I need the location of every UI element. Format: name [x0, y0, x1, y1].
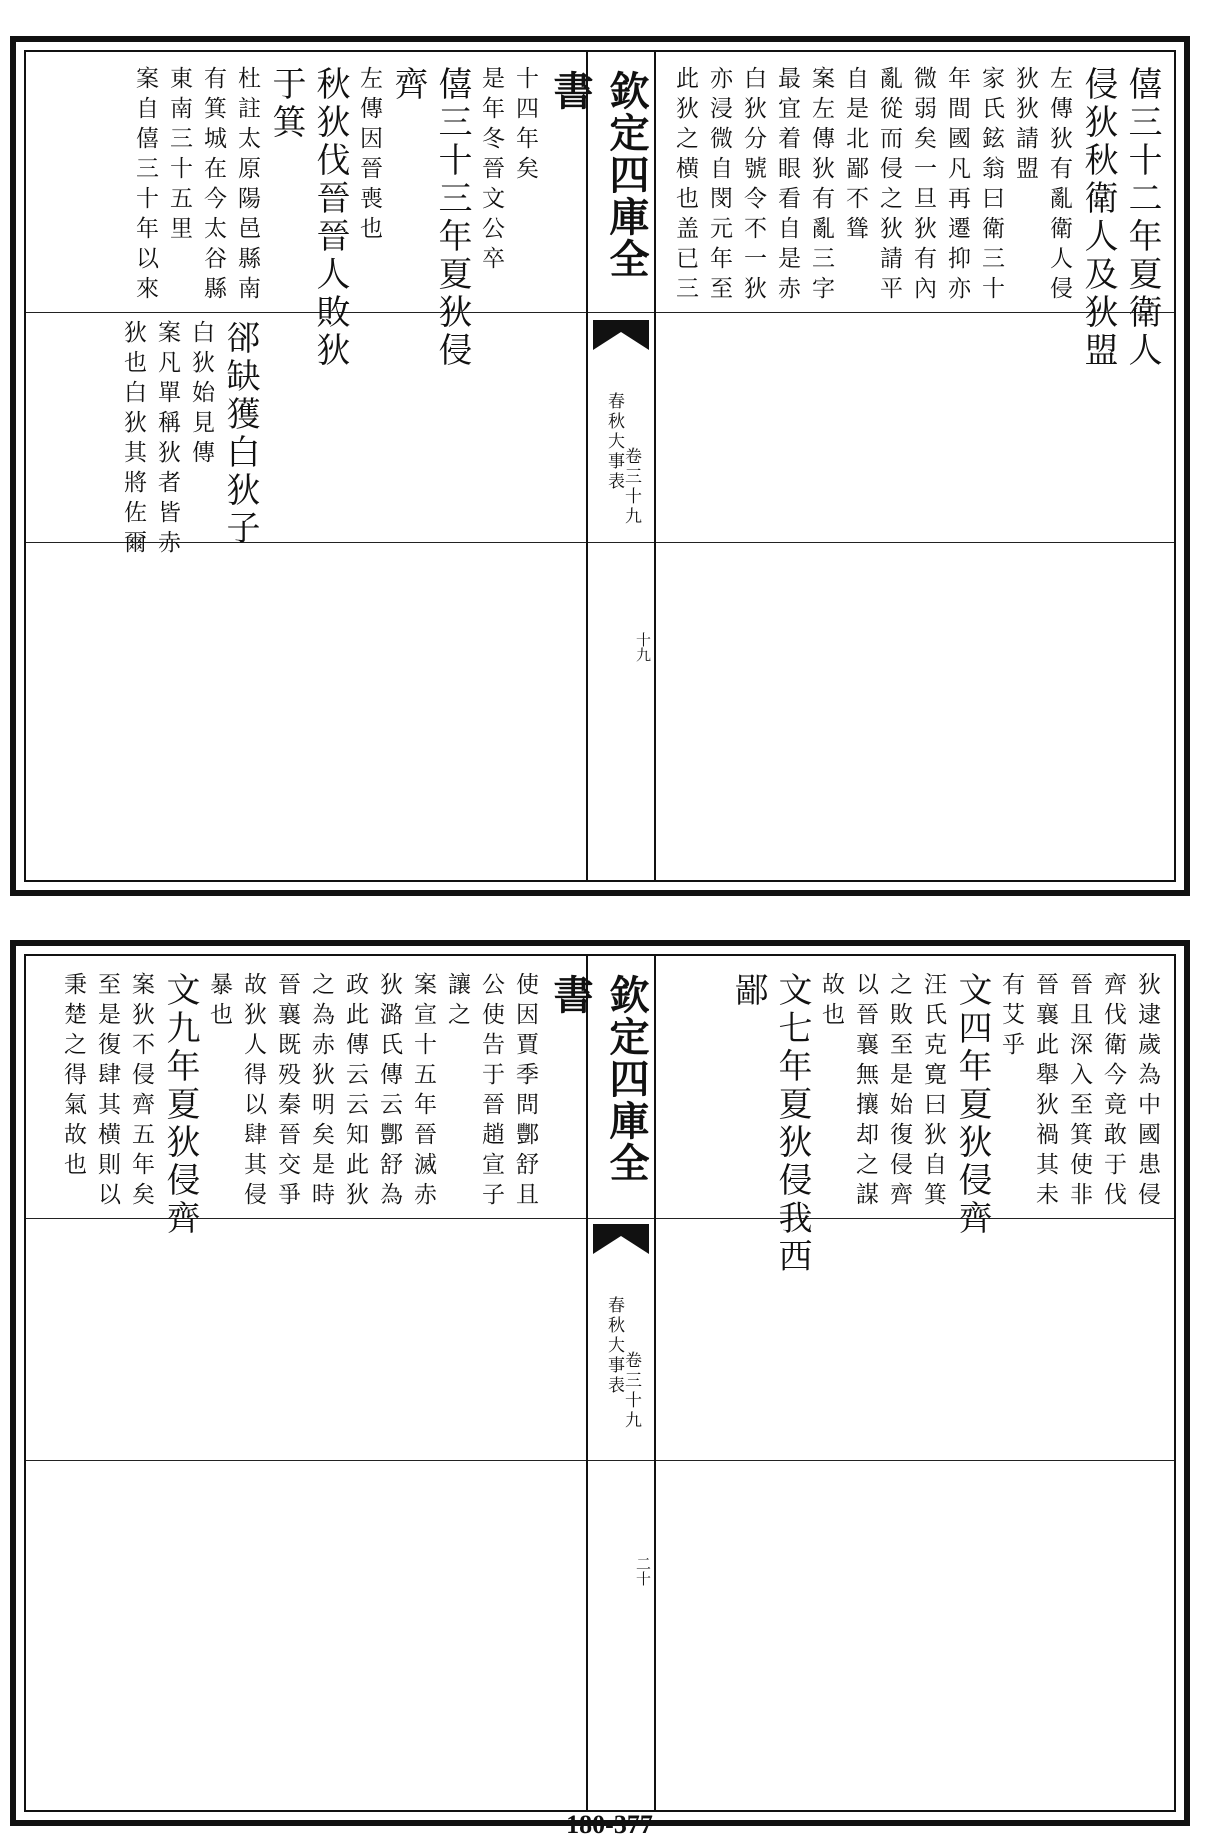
- text-column: 齊: [388, 66, 428, 104]
- text-column: 文七年夏狄侵我西: [772, 972, 812, 1276]
- text-column: 東南三十五里: [166, 66, 192, 246]
- text-column: 鄙: [728, 972, 768, 1010]
- fish-tail-ornament: [588, 320, 654, 348]
- text-column: 以晉襄無攘却之謀: [852, 972, 878, 1212]
- page-number: 180-377: [566, 1810, 653, 1839]
- series-title: 欽定四庫全書: [547, 974, 650, 1184]
- text-column: 晉襄此舉狄禍其未: [1032, 972, 1058, 1212]
- text-column: 故狄人得以肆其侵: [240, 972, 266, 1212]
- text-column: 齊伐衛今竟敢于伐: [1100, 972, 1126, 1212]
- folio-page-19: [10, 36, 1190, 896]
- text-column: 案左傳狄有亂三字: [808, 66, 834, 306]
- text-column: 白狄始見傳: [188, 320, 214, 470]
- text-column: 家氏鉉翁曰衛三十: [978, 66, 1004, 306]
- text-column: 僖三十二年夏衛人: [1122, 66, 1162, 370]
- juan-label: 卷三十九: [621, 1351, 641, 1431]
- right-text-block: [668, 66, 1164, 370]
- text-column: 公使告于晉趙宣子: [478, 972, 504, 1212]
- text-column: 案狄不侵齊五年矣: [128, 972, 154, 1212]
- text-column: 微弱矣一旦狄有內: [910, 66, 936, 306]
- center-fold: [547, 52, 656, 880]
- text-column: 狄逮歲為中國患侵: [1134, 972, 1160, 1212]
- text-column: 案宣十五年晉滅赤: [410, 972, 436, 1212]
- text-column: 于箕: [266, 66, 306, 142]
- text-column: 侵狄秋衛人及狄盟: [1078, 66, 1118, 370]
- left-text-block: [56, 972, 542, 1238]
- center-fold: [547, 956, 656, 1810]
- text-column: 政此傳云云知此狄: [342, 972, 368, 1212]
- text-column: 亦浸微自閔元年至: [706, 66, 732, 306]
- text-column: 狄狄請盟: [1012, 66, 1038, 186]
- text-column: 案凡單稱狄者皆赤: [154, 320, 180, 560]
- text-column: 晉襄既殁秦晉交爭: [274, 972, 300, 1212]
- text-column: 有艾乎: [998, 972, 1024, 1062]
- text-column: 有箕城在今太谷縣: [200, 66, 226, 306]
- text-column: 故也: [818, 972, 844, 1032]
- text-column: 僖三十三年夏狄侵: [432, 66, 472, 370]
- text-column: 狄潞氏傳云酆舒為: [376, 972, 402, 1212]
- book-title: 春秋大事表: [604, 1296, 624, 1396]
- folio-page-20: [10, 940, 1190, 1826]
- juan-label: 卷三十九: [621, 447, 641, 527]
- text-column: 郤缺獲白狄子: [220, 320, 260, 548]
- folio-number: 二十: [634, 1556, 652, 1586]
- fish-tail-ornament: [588, 1224, 654, 1252]
- text-column: 白狄分號令不一狄: [740, 66, 766, 306]
- text-column: 使因賈季問酆舒且: [512, 972, 538, 1212]
- text-column: 汪氏克寛曰狄自箕: [920, 972, 946, 1212]
- text-column: 狄也白狄其將佐爾: [120, 320, 146, 560]
- text-column: 秉楚之得氣故也: [60, 972, 86, 1182]
- text-column: 此狄之横也盖已三: [672, 66, 698, 306]
- text-column: 文九年夏狄侵齊: [160, 972, 200, 1238]
- folio-number: 十九: [634, 632, 652, 662]
- text-column: 至是復肆其横則以: [94, 972, 120, 1212]
- right-text-block: [726, 972, 1164, 1276]
- text-column: 最宜着眼看自是赤: [774, 66, 800, 306]
- text-column: 讓之: [444, 972, 470, 1032]
- text-column: 是年冬晉文公卒: [478, 66, 504, 276]
- text-column: 秋狄伐晉晉人敗狄: [310, 66, 350, 370]
- text-column: 左傳因晉喪也: [356, 66, 382, 246]
- text-column: 之為赤狄明矣是時: [308, 972, 334, 1212]
- text-column: 自是北鄙不聳: [842, 66, 868, 246]
- page-frame: [24, 954, 1176, 1812]
- page-frame: [24, 50, 1176, 882]
- book-title: 春秋大事表: [604, 392, 624, 492]
- text-column: 文四年夏狄侵齊: [952, 972, 992, 1238]
- text-column: 年間國凡再遷抑亦: [944, 66, 970, 306]
- series-title: 欽定四庫全書: [547, 70, 650, 280]
- left-register2-block: [116, 320, 262, 560]
- text-column: 案自僖三十年以來: [132, 66, 158, 306]
- text-column: 暴也: [206, 972, 232, 1032]
- text-column: 亂從而侵之狄請平: [876, 66, 902, 306]
- text-column: 左傳狄有亂衛人侵: [1046, 66, 1072, 306]
- text-column: 之敗至是始復侵齊: [886, 972, 912, 1212]
- text-column: 晉且深入至箕使非: [1066, 972, 1092, 1212]
- text-column: 十四年矣: [512, 66, 538, 186]
- text-column: 杜註太原陽邑縣南: [234, 66, 260, 306]
